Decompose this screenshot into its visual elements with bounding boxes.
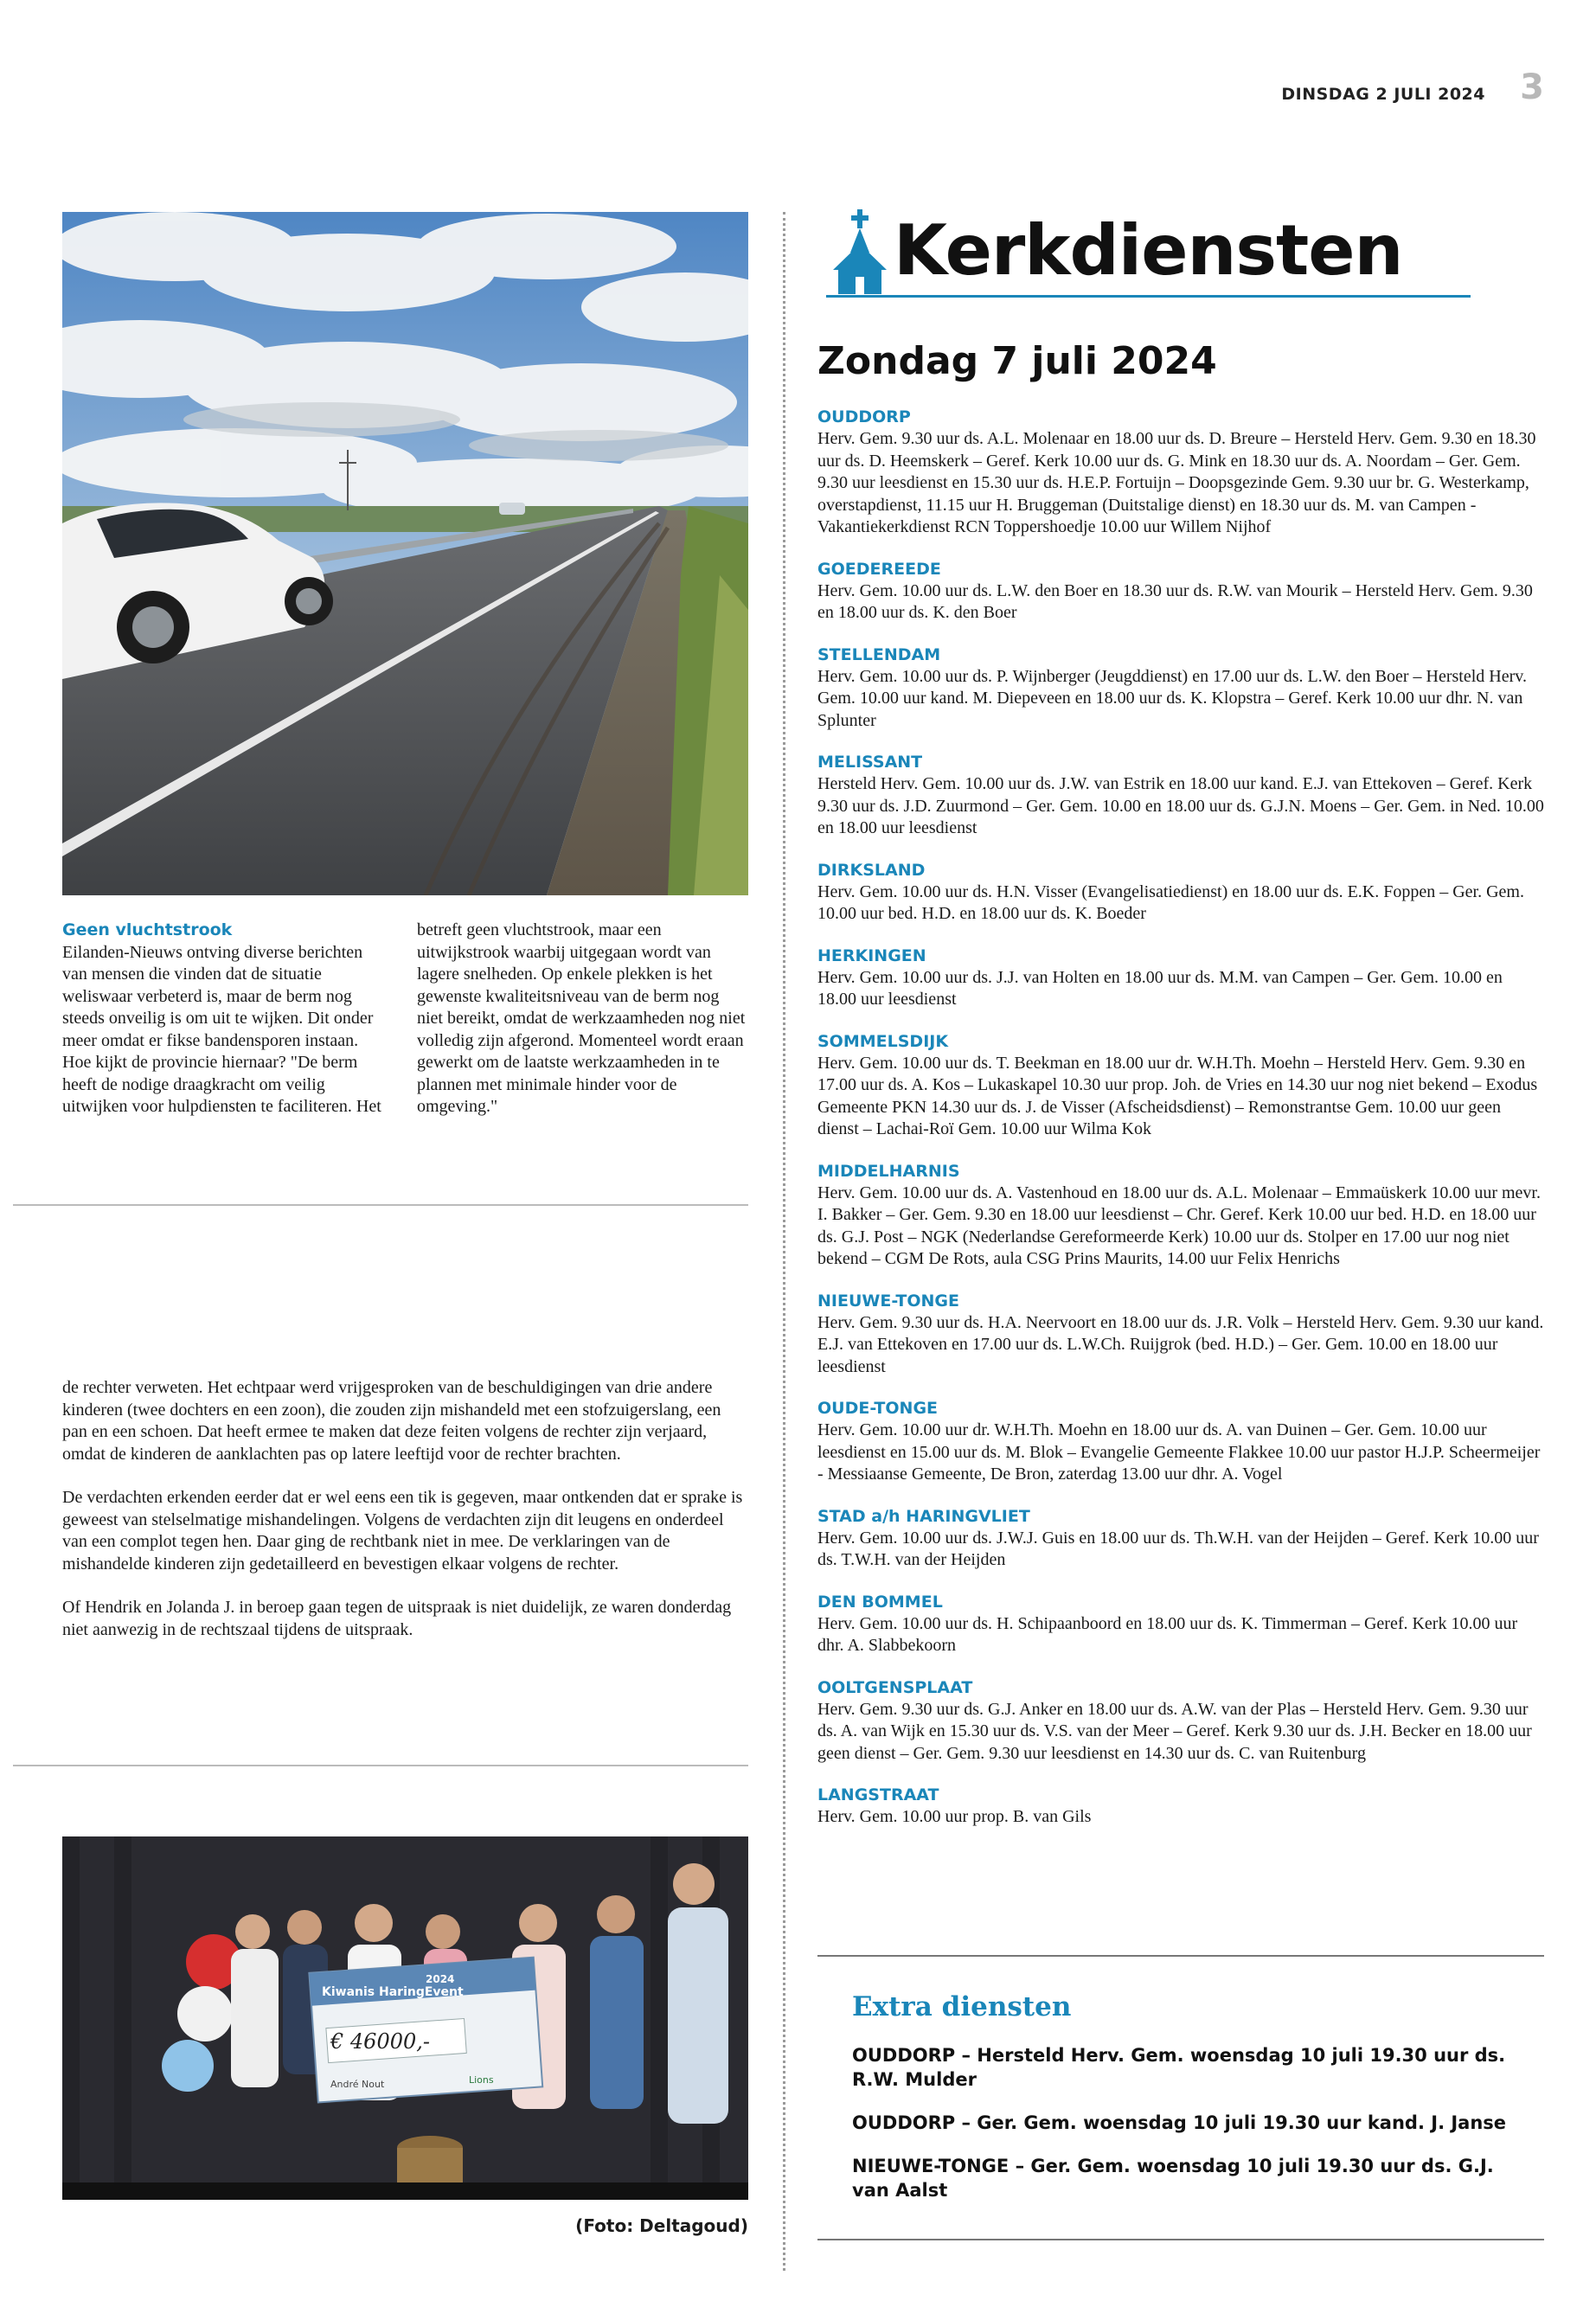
- service-text: Hersteld Herv. Gem. 10.00 uur ds. J.W. van Estrik en 18.00 uur kand. E.J. van Ettekoven – Geref. Kerk 9.30 uur ds. J.D. Zuurmond – Ger. Gem. 10.00 en 18.00 uur ds. G.J.N. Moens – Ger. Gem. in Ned. 10.00 en 18.00 uur leesdienst: [817, 774, 1544, 837]
- service-place: STELLENDAM: [817, 644, 941, 664]
- service-text: Herv. Gem. 10.00 uur ds. J.J. van Holten en 18.00 uur ds. M.M. van Campen – Ger. Gem. 10.00 en 18.00 uur leesdienst: [817, 967, 1503, 1009]
- service-place: HERKINGEN: [817, 945, 926, 965]
- service-text: Herv. Gem. 9.30 uur ds. A.L. Molenaar en 18.00 uur ds. D. Breure – Hersteld Herv. Gem. 9.30 en 18.30 uur ds. D. Heemskerk – Geref. Kerk 10.00 uur ds. G. Mink en 18.30 uur ds. A. Noordam – Ger. Gem. 9.30 uur leesdienst en 15.30 uur ds. H.E.P. Fortuijn – Doopsgezinde Gem. 9.30 uur br. G. Westerkamp, overstapdienst, 11.15 uur H. Bruggeman (Duitstalige dienst) en 18.30 uur ds. M. van Campen - Vakantiekerkdienst RCN Toppershoedje 10.00 uur Willem Nijhof: [817, 429, 1536, 536]
- service-place: GOEDEREEDE: [817, 559, 941, 579]
- service-entry: [817, 860, 1544, 926]
- sponsor-a: André Nout: [330, 2079, 385, 2090]
- service-text: Herv. Gem. 9.30 uur ds. H.A. Neervoort en 18.00 uur ds. J.R. Volk – Hersteld Herv. Gem. 9.30 uur kand. E.J. van Ettekoven en 17.00 uur ds. L.W.Ch. Ruijgrok (bed. H.D.) – Ger. Gem. 10.00 en 18.00 uur leesdienst: [817, 1312, 1544, 1376]
- service-text: Herv. Gem. 10.00 uur ds. H.N. Visser (Evangelisatiedienst) en 18.00 uur ds. E.K. Foppen – Ger. Gem. 10.00 uur bed. H.D. en 18.00 uur ds. K. Boeder: [817, 881, 1524, 923]
- article-column-a: [62, 920, 382, 1118]
- kerkdiensten-header: [826, 208, 1471, 298]
- service-entry: [817, 1161, 1544, 1271]
- court-paragraph: Of Hendrik en Jolanda J. in beroep gaan tegen de uitspraak is niet duidelijk, ze waren donderdag niet aanwezig in de rechtszaal tijdens de uitspraak.: [62, 1598, 732, 1639]
- cheque-amount: € 46000,-: [330, 2029, 430, 2054]
- service-entry: [817, 1031, 1544, 1141]
- service-place: MELISSANT: [817, 753, 923, 772]
- extra-service-item: NIEUWE-TONGE – Ger. Gem. woensdag 10 juli 19.30 uur ds. G.J. van Aalst: [852, 2156, 1494, 2201]
- article-kicker: Geen vluchtstrook: [62, 920, 233, 939]
- article-text-a: Eilanden-Nieuws ontving diverse berichten van mensen die vinden dat de situatie weliswaar verbeterd is, maar de berm nog steeds onveilig is om uit te wijken. Dit onder meer omdat er fikse bandensporen instaan. Hoe kijkt de provincie hiernaar? "De berm heeft de nodige draagkracht om veilig uitwijken voor hulpdiensten te faciliteren. Het: [62, 942, 381, 1116]
- kerkdiensten-title: Kerkdiensten: [894, 210, 1403, 291]
- service-place: OUDE-TONGE: [817, 1399, 939, 1418]
- banner-year: 2024: [426, 1973, 455, 1985]
- page-number: 3: [1520, 67, 1544, 107]
- service-entry: [817, 1506, 1544, 1572]
- service-text: Herv. Gem. 10.00 uur ds. J.W.J. Guis en 18.00 uur ds. Th.W.H. van der Heijden – Geref. Kerk 10.00 uur ds. T.W.H. van der Heijden: [817, 1528, 1539, 1569]
- service-place: LANGSTRAAT: [817, 1785, 939, 1804]
- service-text: Herv. Gem. 10.00 uur ds. P. Wijnberger (Jeugddienst) en 17.00 uur ds. L.W. den Boer – Hersteld Herv. Gem. 10.00 uur kand. M. Diepeveen en 18.00 uur ds. K. Klopstra – Geref. Kerk 10.00 uur dhr. N. van Splunter: [817, 666, 1527, 730]
- service-entry: [817, 1592, 1544, 1657]
- banner-title: Kiwanis HaringEvent: [322, 1985, 464, 1999]
- extra-service-item: OUDDORP – Ger. Gem. woensdag 10 juli 19.30 uur kand. J. Janse: [852, 2112, 1507, 2133]
- service-place: OUDDORP: [817, 407, 911, 426]
- extra-service-item: OUDDORP – Hersteld Herv. Gem. woensdag 10 juli 19.30 uur ds. R.W. Mulder: [852, 2045, 1506, 2090]
- service-entry: [817, 407, 1544, 539]
- service-text: Herv. Gem. 10.00 uur ds. A. Vastenhoud en 18.00 uur ds. A.L. Molenaar – Emmaüskerk 10.00 uur mevr. I. Bakker – Ger. Gem. 9.30 en 18.00 uur leesdienst – Chr. Geref. Kerk 10.00 uur bed. H.D. en 18.00 uur ds. G.J. Post – NGK (Nederlandse Gereformeerde Kerk) 10.00 uur ds. Stolper en 17.00 uur nog niet bekend – CGM De Rots, aula CSG Prins Maurits, 14.00 uur Felix Henrichs: [817, 1183, 1541, 1268]
- service-text: Herv. Gem. 10.00 uur ds. L.W. den Boer en 18.30 uur ds. R.W. van Mourik – Hersteld Herv. Gem. 9.30 en 18.00 uur ds. K. den Boer: [817, 580, 1533, 622]
- service-entry: [817, 1398, 1544, 1486]
- court-article: [62, 1377, 748, 1663]
- service-text: Herv. Gem. 10.00 uur prop. B. van Gils: [817, 1807, 1092, 1826]
- header-date: DINSDAG 2 JULI 2024: [1281, 85, 1485, 104]
- services-list: [817, 407, 1544, 1849]
- service-entry: [817, 559, 1544, 625]
- service-text: Herv. Gem. 10.00 uur ds. H. Schipaanboord en 18.00 uur ds. K. Timmerman – Geref. Kerk 10.00 uur dhr. A. Slabbekoorn: [817, 1613, 1518, 1655]
- sponsor-b: Lions: [469, 2074, 494, 2086]
- article-column-b: [417, 920, 746, 1118]
- road-photo: [62, 212, 748, 895]
- column-divider: [783, 212, 785, 2271]
- service-entry: [817, 1677, 1544, 1766]
- event-photo: [62, 1836, 748, 2200]
- court-paragraph: de rechter verweten. Het echtpaar werd vrijgesproken van de beschuldigingen van drie andere kinderen (twee dochters en een zoon), die zouden zijn mishandeld met een stofzuigerslang, een pan en een schoen. Dat heeft ermee te maken dat deze feiten volgens de rechter zijn verjaard, omdat de kinderen de aanklachten pas op latere leeftijd voor de rechter brachten.: [62, 1378, 721, 1464]
- service-text: Herv. Gem. 10.00 uur ds. T. Beekman en 18.00 uur dr. W.H.Th. Moehn – Hersteld Herv. Gem. 9.30 en 17.00 uur ds. A. Kos – Lukaskapel 10.30 uur prop. Joh. de Vries en 14.30 uur nog niet bekend – Exodus Gemeente PKN 14.30 uur ds. J. de Visser (Afscheidsdienst) – Remonstrantse Gem. 10.00 uur geen dienst – Lachai-Roï Gem. 10.00 uur Wilma Kok: [817, 1053, 1538, 1138]
- service-place: DIRKSLAND: [817, 860, 926, 880]
- service-place: STAD a/h HARINGVLIET: [817, 1506, 1030, 1526]
- service-entry: [817, 945, 1544, 1011]
- service-place: OOLTGENSPLAAT: [817, 1677, 973, 1697]
- extra-services-title: Extra diensten: [852, 1991, 1072, 2022]
- extra-services-box: [817, 1955, 1544, 2240]
- photo-credit: (Foto: Deltagoud): [575, 2215, 748, 2236]
- service-date-heading: Zondag 7 juli 2024: [817, 339, 1217, 383]
- service-entry: [817, 1291, 1544, 1379]
- service-place: SOMMELSDIJK: [817, 1031, 949, 1051]
- extra-services-list: [852, 2043, 1509, 2221]
- service-entry: [817, 1785, 1544, 1829]
- article-text-b: betreft geen vluchtstrook, maar een uitwijkstrook waarbij uitgegaan wordt van lagere snelheden. Op enkele plekken is het gewenste kwaliteitsniveau van de berm nog niet bereikt, omdat de werkzaamheden nog niet volledig zijn afgerond. Momenteel wordt eraan gewerkt om de laatste werkzaamheden in te plannen met minimale hinder voor de omgeving.": [417, 920, 746, 1116]
- service-place: DEN BOMMEL: [817, 1592, 943, 1612]
- service-entry: [817, 644, 1544, 733]
- service-entry: [817, 752, 1544, 840]
- section-divider: [13, 1765, 748, 1766]
- service-text: Herv. Gem. 10.00 uur dr. W.H.Th. Moehn en 18.00 uur ds. A. van Duinen – Ger. Gem. 10.00 uur leesdienst en 15.00 uur ds. M. Blok – Evangelie Gemeente Flakkee 10.00 uur pastor H.J.P. Scheermeijer - Messiaanse Gemeente, De Bron, zaterdag 13.00 uur dhr. A. Vogel: [817, 1420, 1541, 1484]
- service-text: Herv. Gem. 9.30 uur ds. G.J. Anker en 18.00 uur ds. A.W. van der Plas – Hersteld Herv. Gem. 9.30 uur ds. A. van Wijk en 15.30 uur ds. V.S. van der Meer – Geref. Kerk 9.30 uur ds. J.H. Becker en 18.00 uur geen dienst – Ger. Gem. 9.30 uur leesdienst en 14.30 uur ds. C. van Ruitenburg: [817, 1699, 1532, 1763]
- court-paragraph: De verdachten erkenden eerder dat er wel eens een tik is gegeven, maar ontkenden dat er sprake is geweest van stelselmatige mishandelingen. Volgens de verdachten zijn dit leugens en onderdeel van een complot tegen hen. Daar ging de rechtbank niet in mee. De verklaringen van de mishandelde kinderen zijn gedetailleerd en bevestigen elkaar volgens de rechter.: [62, 1488, 743, 1574]
- church-icon: [831, 209, 888, 294]
- service-place: MIDDELHARNIS: [817, 1161, 960, 1181]
- service-place: NIEUWE-TONGE: [817, 1291, 959, 1311]
- section-divider: [13, 1204, 748, 1206]
